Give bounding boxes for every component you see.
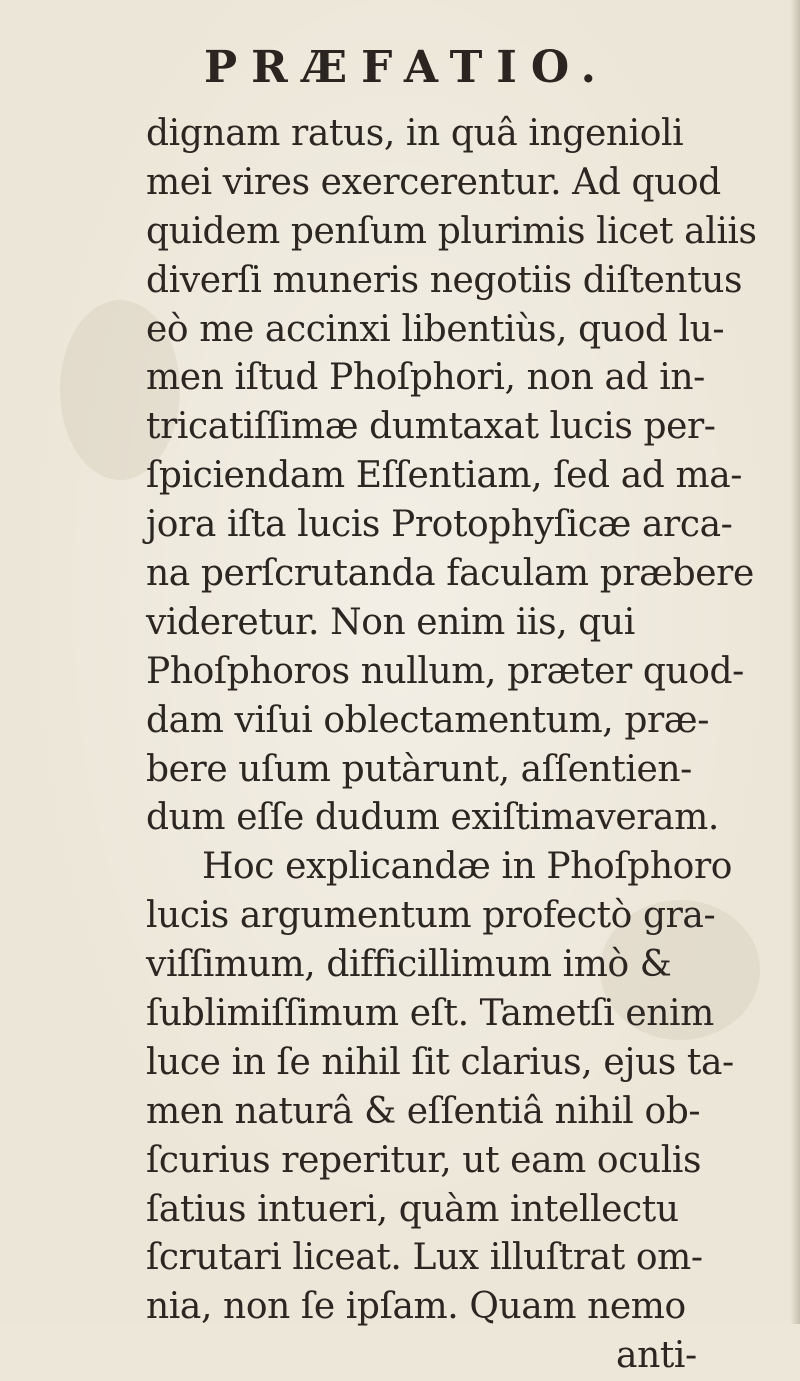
text-line: Phoſphoros nullum, præter quod- [146, 650, 744, 692]
text-line: videretur. Non enim iis, qui [146, 601, 635, 643]
text-line: luce in ſe nihil ſit clarius, ejus ta- [146, 1041, 734, 1083]
running-title: PRÆFATIO. [204, 42, 610, 93]
catchword: anti- [616, 1335, 697, 1377]
text-line: mei vires exercerentur. Ad quod [146, 161, 721, 203]
text-line: dam viſui oblectamentum, præ- [146, 699, 709, 741]
text-line: diverſi muneris negotiis diſtentus [146, 259, 743, 301]
text-line: ſublimiſſimum eſt. Tametſi enim [146, 993, 714, 1035]
text-line: lucis argumentum profectò gra- [146, 895, 716, 937]
text-line: men iſtud Phoſphori, non ad in- [146, 357, 705, 399]
page-edge-shadow [790, 0, 800, 1324]
text-line: men naturâ & eſſentiâ nihil ob- [146, 1090, 701, 1132]
text-line: ſcurius reperitur, ut eam oculis [146, 1139, 702, 1181]
text-line: eò me accinxi libentiùs, quod lu- [146, 308, 725, 350]
text-line: na perſcrutanda faculam præbere [146, 553, 754, 595]
text-line: ſatius intueri, quàm intellectu [146, 1188, 679, 1230]
paragraph-first-line: Hoc explicandæ in Phoſphoro [202, 846, 733, 888]
text-line: tricatiſſimæ dumtaxat lucis per- [146, 406, 716, 448]
body-text [146, 110, 786, 1381]
text-line: dum eſſe dudum exiſtimaveram. [146, 797, 719, 839]
text-line: dignam ratus, in quâ ingenioli [146, 113, 684, 154]
text-line: ſpiciendam Eſſentiam, ſed ad ma- [146, 455, 743, 497]
text-line: viſſimum, difficillimum imò & [146, 944, 672, 986]
text-line: bere uſum putàrunt, aſſentien- [146, 748, 692, 790]
text-line: jora iſta lucis Protophyſicæ arca- [146, 504, 733, 546]
text-line: quidem penſum plurimis licet aliis [146, 210, 757, 252]
text-line: ſcrutari liceat. Lux illuſtrat om- [146, 1237, 703, 1279]
text-line: nia, non ſe ipſam. Quam nemo [146, 1286, 686, 1328]
